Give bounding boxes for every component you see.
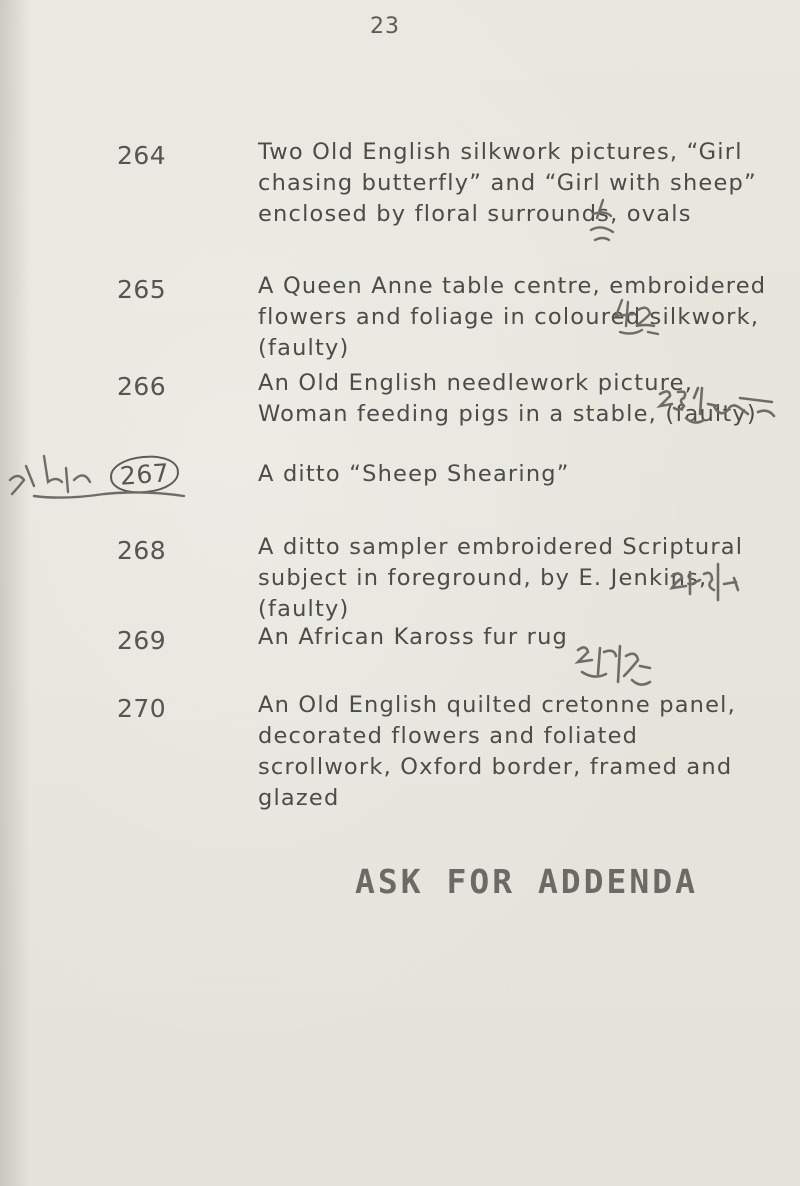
pencil-annotation-268 — [668, 560, 758, 608]
lot-description-266: An Old English needlework picture, Woman feeding pigs in a stable, (faulty) — [258, 370, 757, 427]
lot-description-268: A ditto sampler embroidered Scriptural subject in foreground, by E. Jenkins, (faulty) — [258, 534, 744, 622]
lot-number-269: 269 — [117, 626, 167, 655]
page-number: 23 — [370, 14, 400, 39]
page-edge-shadow — [0, 0, 30, 1186]
lot-description-269: An African Kaross fur rug — [258, 624, 569, 650]
lot-description-264: Two Old English silkwork pictures, “Girl chasing butterfly” and “Girl with sheep” enclosed by floral surrounds, ovals — [258, 139, 757, 227]
lot-number-270: 270 — [117, 694, 167, 723]
lot-number-268: 268 — [117, 536, 167, 565]
lot-description-270: An Old English quilted cretonne panel, decorated flowers and foliated scrollwork, Oxford border, framed and glazed — [258, 692, 736, 811]
lot-number-267: 267 — [109, 454, 181, 496]
lot-number-266: 266 — [117, 372, 167, 401]
pencil-annotation-265 — [612, 296, 662, 342]
pencil-annotation-264 — [585, 196, 625, 246]
pencil-annotation-269 — [570, 640, 680, 696]
pencil-annotation-266 — [654, 384, 784, 444]
pencil-annotation-267 — [4, 436, 204, 516]
lot-description-265: A Queen Anne table centre, embroidered flowers and foliage in coloured silkwork, (faulty) — [258, 273, 767, 361]
ask-for-addenda-stamp: ASK FOR ADDENDA — [355, 862, 699, 901]
lot-number-265: 265 — [117, 275, 167, 304]
lot-number-264: 264 — [117, 141, 167, 170]
lot-description-267: A ditto “Sheep Shearing” — [258, 461, 570, 487]
